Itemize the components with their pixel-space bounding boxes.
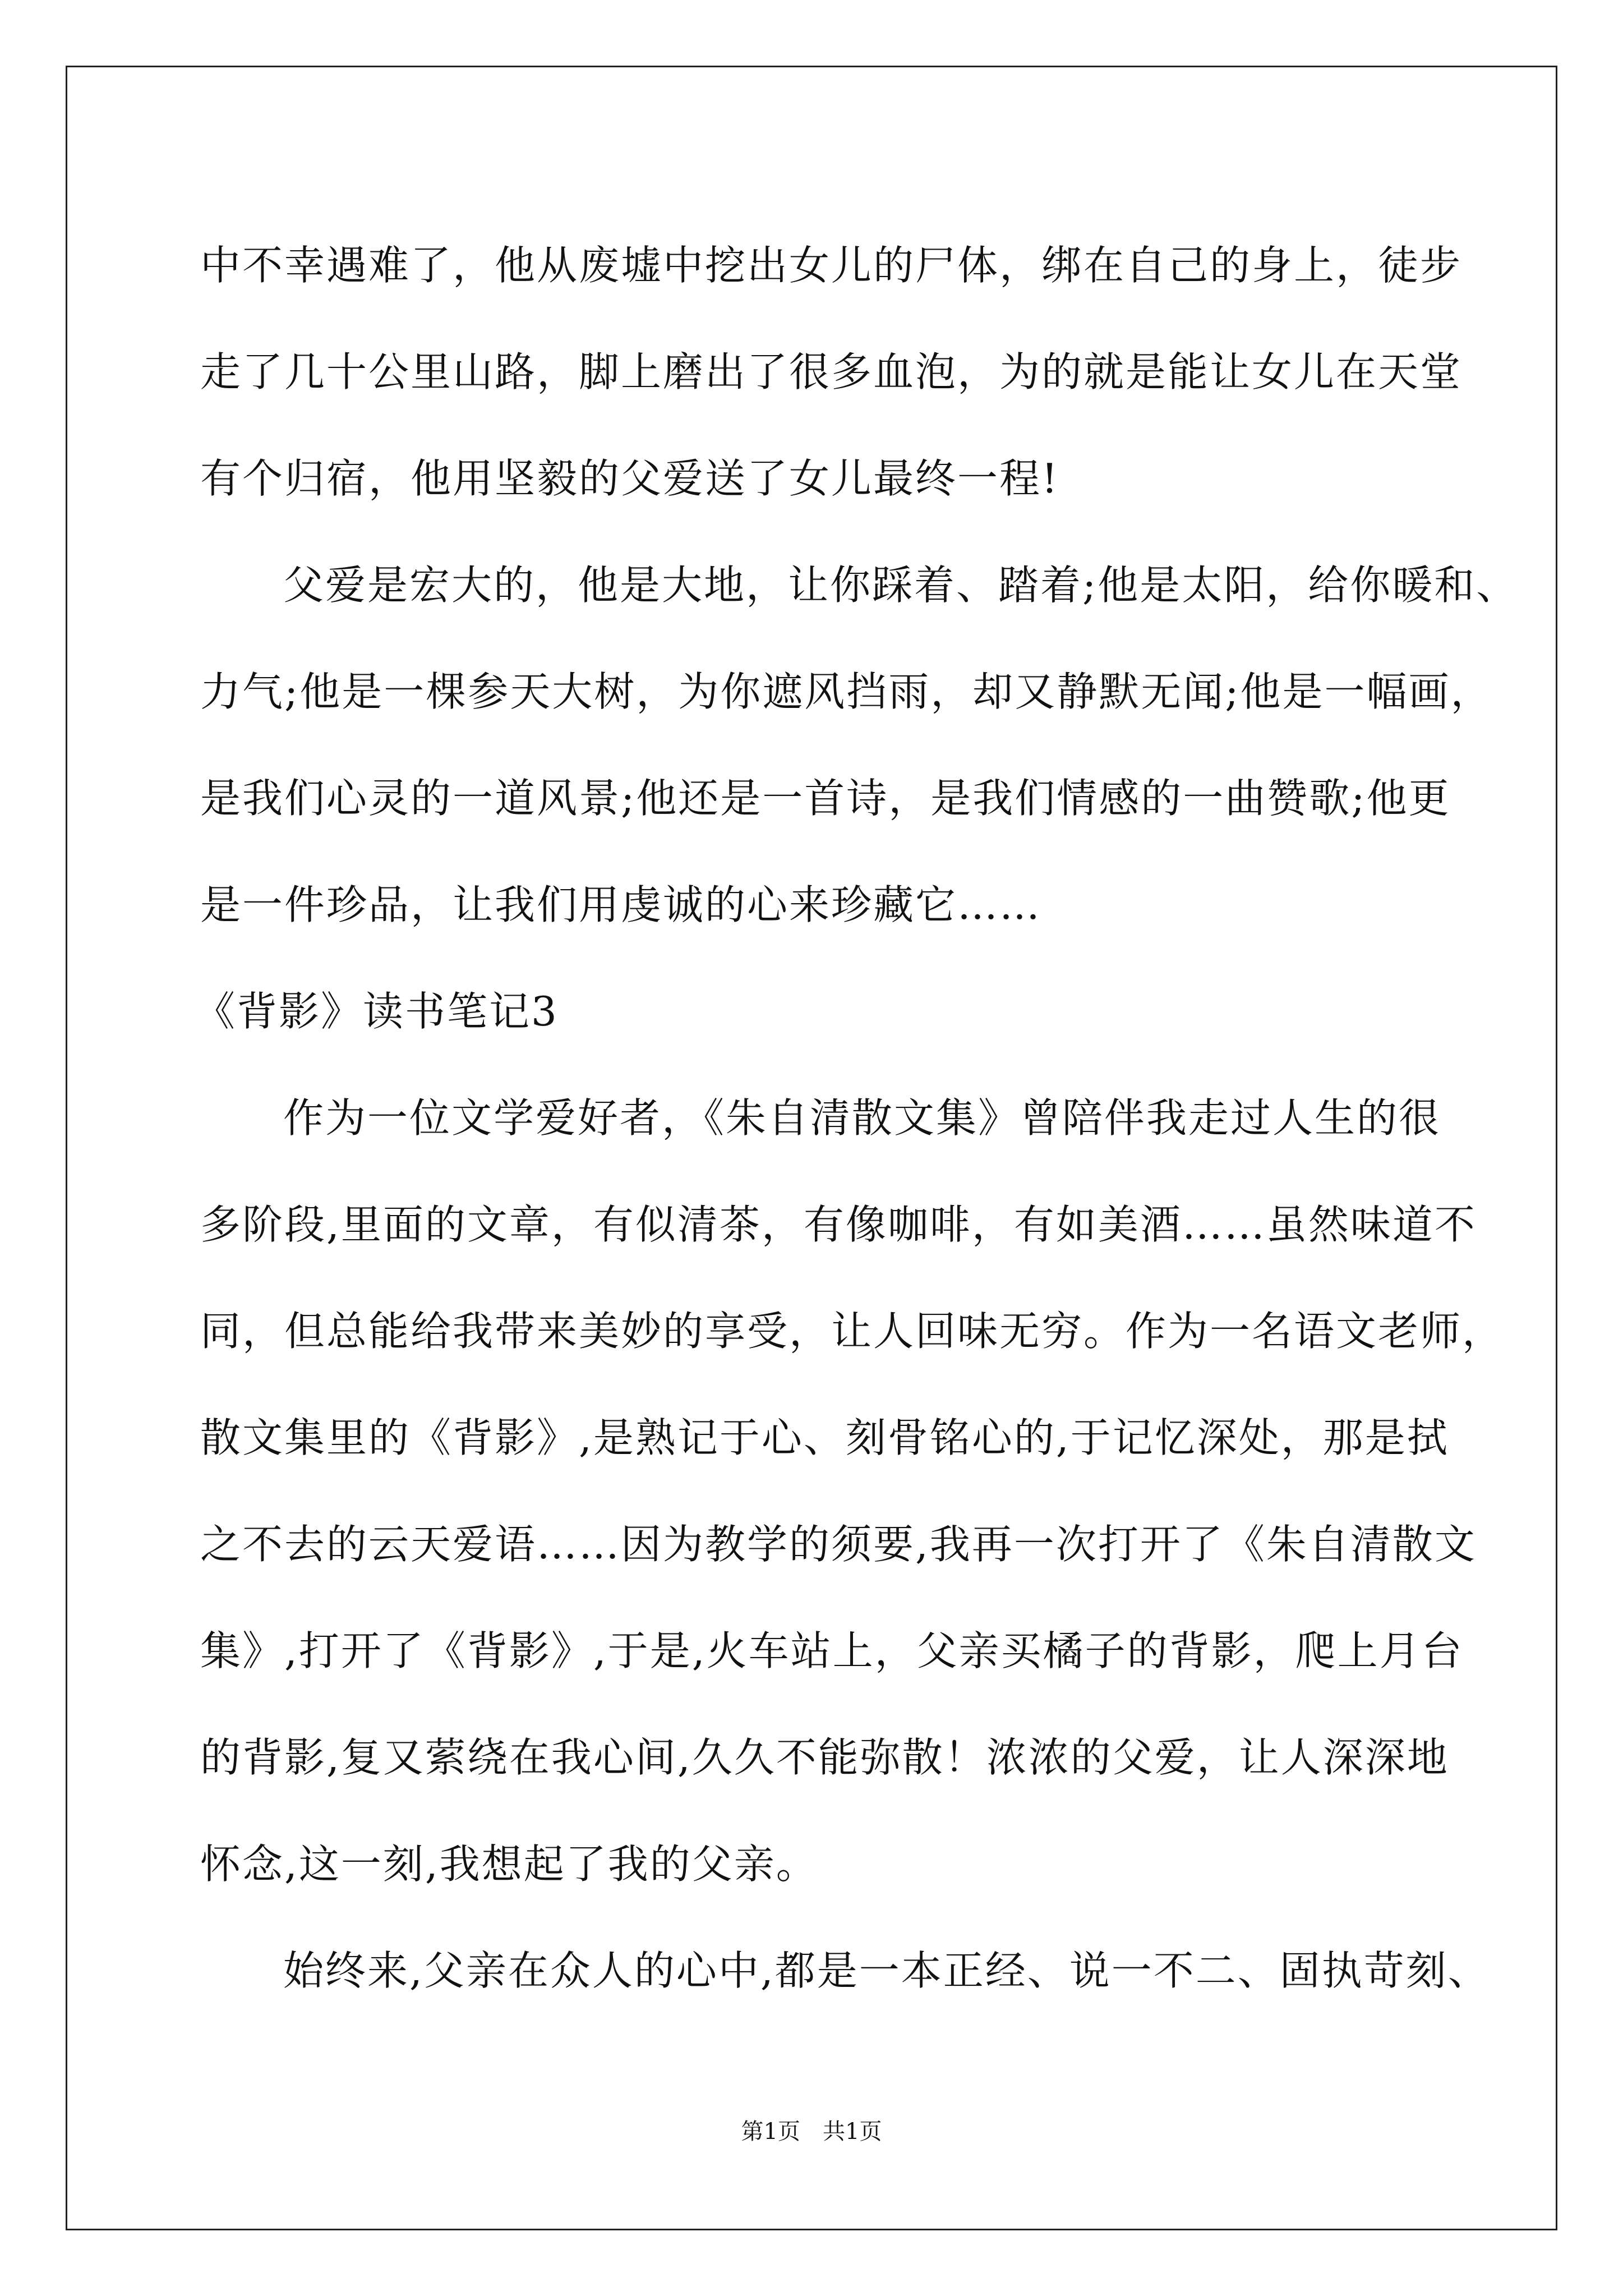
text-line: 同，但总能给我带来美妙的享受，让人回味无穷。作为一名语文老师， [200,1308,1505,1355]
text-line: 是我们心灵的一道风景;他还是一首诗，是我们情感的一曲赞歌;他更 [200,775,1451,822]
text-line: 走了几十公里山路，脚上磨出了很多血泡，为的就是能让女儿在天堂 [200,348,1463,395]
text-line: 力气;他是一棵参天大树，为你遮风挡雨，却又静默无闻;他是一幅画， [200,668,1493,715]
paragraph-start-line: 父爱是宏大的，他是大地，让你踩着、踏着;他是太阳，给你暖和、 [283,562,1519,609]
page-footer [0,2114,1623,2146]
text-line: 多阶段,里面的文章，有似清茶，有像咖啡，有如美酒……虽然味道不 [200,1201,1477,1248]
section-heading: 《背影》读书笔记3 [195,988,559,1035]
paragraph-start-line: 作为一位文学爱好者，《朱自清散文集》曾陪伴我走过人生的很 [283,1094,1441,1142]
text-line: 有个归宿，他用坚毅的父爱送了女儿最终一程! [200,455,1059,502]
document-body [195,212,1519,2024]
text-line: 的背影,复又萦绕在我心间,久久不能弥散！浓浓的父爱，让人深深地 [200,1734,1449,1781]
text-line: 之不去的云天爱语……因为教学的须要,我再一次打开了《朱自清散文 [200,1521,1477,1568]
text-line: 中不幸遇难了，他从废墟中挖出女儿的尸体，绑在自己的身上，徒步 [200,242,1463,289]
text-line: 集》,打开了《背影》,于是,火车站上，父亲买橘子的背影，爬上月台 [200,1627,1464,1674]
page-number: 第1页 共1页 [741,2119,882,2145]
text-line: 散文集里的《背影》,是熟记于心、刻骨铭心的,于记忆深处，那是拭 [200,1414,1449,1461]
text-line: 是一件珍品，让我们用虔诚的心来珍藏它…… [200,881,1042,928]
paragraph-start-line: 始终来,父亲在众人的心中,都是一本正经、说一不二、固执苛刻、 [283,1947,1490,1994]
text-line: 怀念,这一刻,我想起了我的父亲。 [200,1841,818,1888]
